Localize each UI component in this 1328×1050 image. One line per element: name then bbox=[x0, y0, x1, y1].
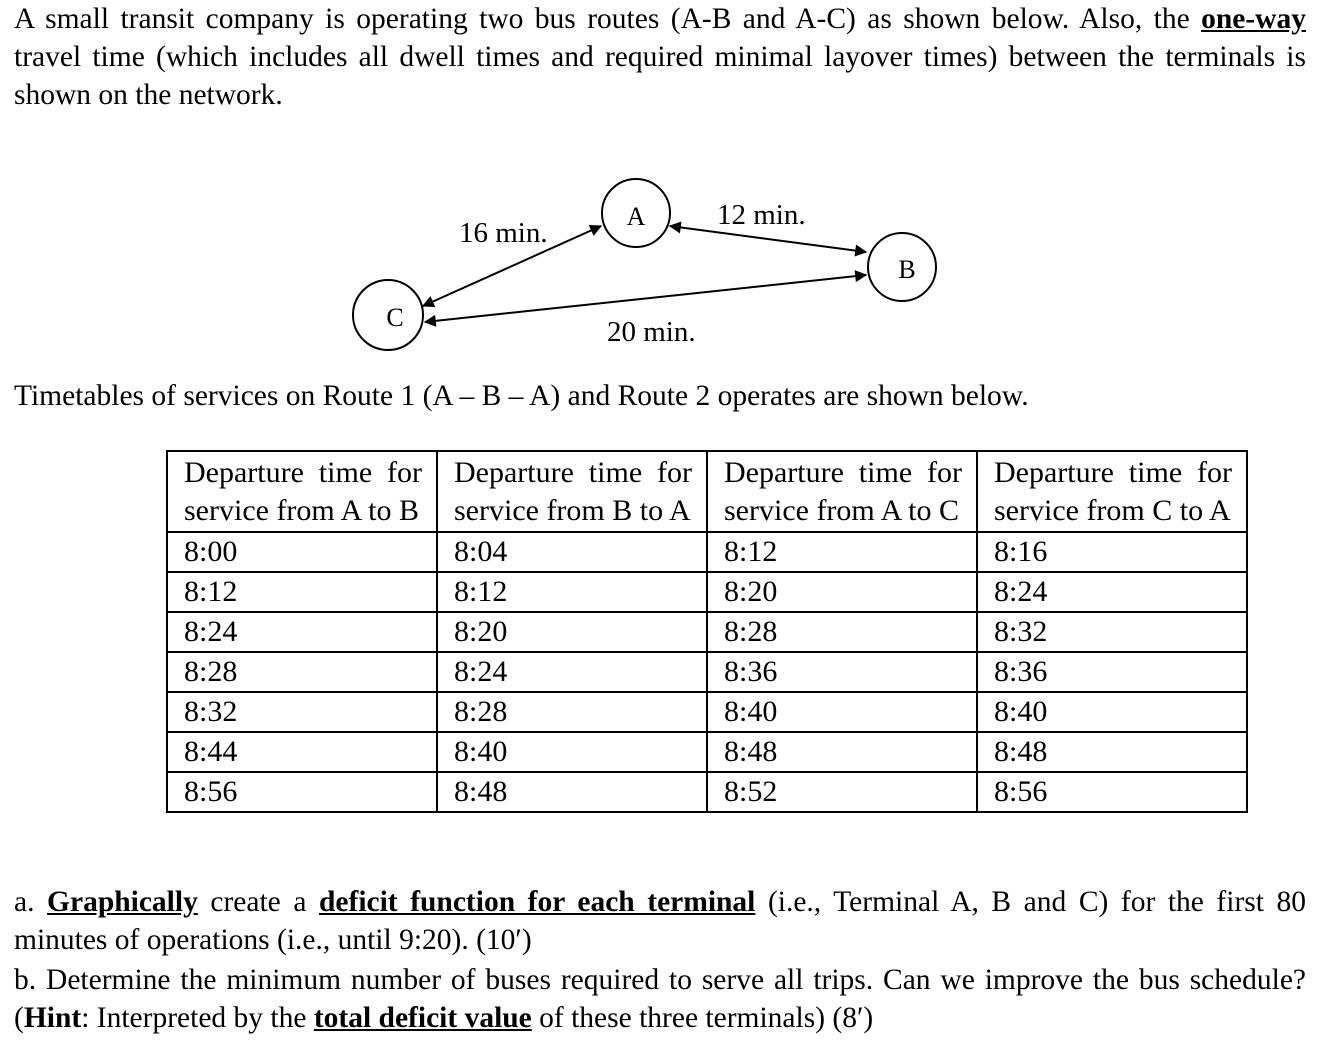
timetable-caption: Timetables of services on Route 1 (A – B – A) and Route 2 operates are shown below. bbox=[14, 380, 1029, 412]
cell-c-to-a: 8:24 bbox=[977, 572, 1247, 612]
cell-b-to-a: 8:48 bbox=[437, 772, 707, 812]
cell-b-to-a: 8:12 bbox=[437, 572, 707, 612]
table-row bbox=[167, 652, 1247, 692]
cell-a-to-b: 8:28 bbox=[167, 652, 437, 692]
intro-emphasis-one-way: one-way bbox=[1201, 3, 1306, 35]
cell-c-to-a: 8:56 bbox=[977, 772, 1247, 812]
edge-label-c-a: 16 min. bbox=[459, 217, 548, 249]
header-b-to-a: Departure time for service from B to A bbox=[437, 451, 707, 532]
question-b-emphasis-total-deficit: total deficit value bbox=[313, 1002, 532, 1034]
question-a-emphasis-deficit: deficit function for each terminal bbox=[319, 886, 756, 918]
table-row bbox=[167, 572, 1247, 612]
intro-paragraph bbox=[14, 0, 1306, 114]
node-b-label: B bbox=[898, 255, 916, 284]
question-a-text-2: (i.e., Terminal A, B and C) for the first 80 minutes of operations (i.e., until 9:20). (10′) bbox=[14, 886, 1307, 956]
question-b-text-3: of these three terminals) (8′) bbox=[531, 1002, 874, 1034]
cell-a-to-c: 8:20 bbox=[707, 572, 977, 612]
cell-a-to-c: 8:28 bbox=[707, 612, 977, 652]
cell-b-to-a: 8:24 bbox=[437, 652, 707, 692]
cell-a-to-c: 8:40 bbox=[707, 692, 977, 732]
cell-b-to-a: 8:20 bbox=[437, 612, 707, 652]
cell-b-to-a: 8:40 bbox=[437, 732, 707, 772]
question-b-hint: Hint bbox=[23, 1002, 82, 1034]
header-a-to-b: Departure time for service from A to B bbox=[167, 451, 437, 532]
cell-a-to-b: 8:56 bbox=[167, 772, 437, 812]
node-c-label: C bbox=[386, 303, 404, 332]
intro-text-2: travel time (which includes all dwell times and required minimal layover times) between the terminals is shown on the network. bbox=[14, 41, 1306, 111]
cell-a-to-c: 8:12 bbox=[707, 532, 977, 572]
cell-c-to-a: 8:32 bbox=[977, 612, 1247, 652]
question-a-emphasis-graphically: Graphically bbox=[47, 886, 198, 918]
cell-a-to-b: 8:24 bbox=[167, 612, 437, 652]
table-row bbox=[167, 692, 1247, 732]
node-b bbox=[868, 233, 936, 301]
table-row bbox=[167, 732, 1247, 772]
header-a-to-c: Departure time for service from A to C bbox=[707, 451, 977, 532]
question-a-text-1: create a bbox=[197, 886, 319, 918]
cell-a-to-c: 8:52 bbox=[707, 772, 977, 812]
route-network-diagram bbox=[0, 160, 1328, 360]
cell-c-to-a: 8:48 bbox=[977, 732, 1247, 772]
edge-label-c-b: 20 min. bbox=[607, 316, 696, 348]
question-b-text-1: b. Determine the minimum number of buses required to serve all trips. Can we improve the bus schedule? ( bbox=[14, 964, 1306, 1034]
node-c bbox=[353, 280, 423, 350]
cell-a-to-c: 8:36 bbox=[707, 652, 977, 692]
cell-c-to-a: 8:16 bbox=[977, 532, 1247, 572]
cell-a-to-b: 8:00 bbox=[167, 532, 437, 572]
table-row bbox=[167, 612, 1247, 652]
cell-a-to-b: 8:44 bbox=[167, 732, 437, 772]
node-a bbox=[602, 179, 670, 247]
cell-b-to-a: 8:04 bbox=[437, 532, 707, 572]
node-a-label: A bbox=[626, 202, 646, 231]
table-row bbox=[167, 772, 1247, 812]
cell-c-to-a: 8:36 bbox=[977, 652, 1247, 692]
question-a bbox=[14, 883, 1306, 959]
timetable bbox=[166, 450, 1248, 813]
cell-b-to-a: 8:28 bbox=[437, 692, 707, 732]
cell-a-to-c: 8:48 bbox=[707, 732, 977, 772]
edge-c-b bbox=[425, 275, 866, 322]
table-row bbox=[167, 532, 1247, 572]
timetable-header-row bbox=[167, 451, 1247, 532]
question-b bbox=[14, 961, 1306, 1037]
edge-label-a-b: 12 min. bbox=[717, 199, 806, 231]
cell-c-to-a: 8:40 bbox=[977, 692, 1247, 732]
question-a-prefix: a. bbox=[14, 886, 48, 918]
cell-a-to-b: 8:12 bbox=[167, 572, 437, 612]
header-c-to-a: Departure time for service from C to A bbox=[977, 451, 1247, 532]
question-b-text-2: : Interpreted by the bbox=[81, 1002, 314, 1034]
cell-a-to-b: 8:32 bbox=[167, 692, 437, 732]
intro-text-1: A small transit company is operating two bus routes (A-B and A-C) as shown below. Also, the bbox=[14, 3, 1202, 35]
